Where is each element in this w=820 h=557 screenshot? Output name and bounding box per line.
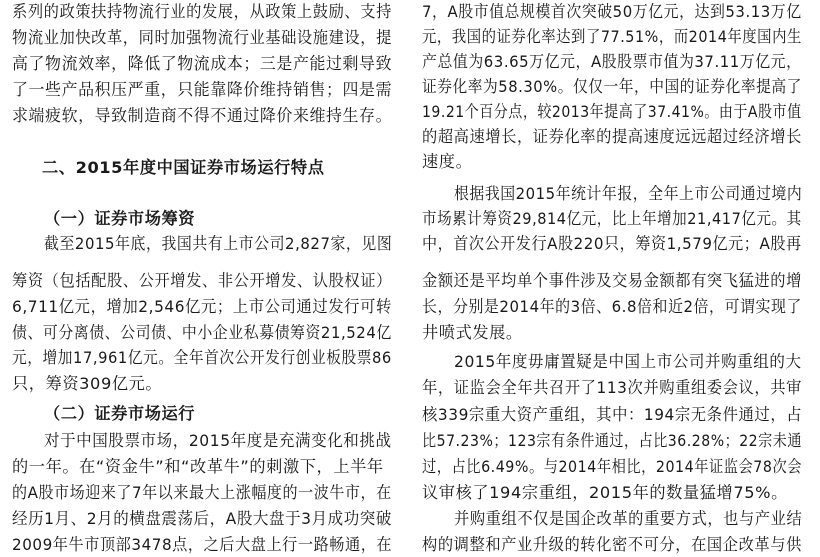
paragraph-line: 并购重组不仅是国企改革的重要方式，也与产业结 [454, 509, 803, 528]
paragraph-line: 核339宗重大资产重组，其中：194宗无条件通过，占 [422, 405, 803, 424]
text-line: 产总值为63.65万亿元，A股股票市值为37.11万亿元， [422, 52, 802, 71]
subsection-title: （二）证券市场运行 [44, 404, 196, 423]
paragraph-line: 长，分别是2014年的3倍、6.8倍和近2倍，可谓实现了 [422, 297, 802, 316]
paragraph-line: 对于中国股票市场，2015年度是充满变化和挑战 [44, 431, 392, 450]
paragraph-line: 经历1月、2月的横盘震荡后，A股大盘于3月成功突破 [12, 509, 392, 528]
text-line: 速度。 [422, 152, 473, 171]
text-line: 证券化率为58.30%。仅仅一年，中国的证券化率提高了 [422, 77, 802, 96]
text-line: 物流业加快改革，同时加强物流行业基础设施建设，提 [12, 28, 392, 47]
paragraph-line: 年，证监会全年共召开了113次并购重组委会议，共审 [422, 378, 803, 397]
text-line: 求端疲软，导致制造商不得不通过降价来维持生存。 [12, 106, 393, 125]
paragraph-line: 债、可分离债、公司债、中小企业私募债筹资21,524亿 [12, 323, 392, 342]
text-line: 的超高速增长，证券化率的提高速度远远超过经济增长 [422, 127, 802, 146]
paragraph-line: 6,711亿元，增加2,546亿元；上市公司通过发行可转 [12, 297, 392, 316]
text-line: 了一些产品积压严重，只能靠降价维持销售；四是需 [12, 80, 393, 99]
paragraph-line: 中，首次公开发行A股220只，筹资1,579亿元；A股再 [422, 234, 802, 253]
paragraph-line: 过，占比6.49%。与2014年相比，2014年证监会78次会 [422, 457, 803, 476]
section-title: 二、2015年度中国证券市场运行特点 [42, 158, 325, 177]
text-line: 7，A股市值总规模首次突破50万亿元，达到53.13万亿 [422, 2, 802, 21]
paragraph-line: 井喷式发展。 [422, 323, 523, 342]
paragraph-line: 比57.23%；123宗有条件通过，占比36.28%；22宗未通 [422, 431, 802, 450]
paragraph-line: 根据我国2015年统计年报，全年上市公司通过境内 [454, 184, 803, 203]
text-line: 19.21个百分点，较2013年提高了37.41%。由于A股市值 [422, 102, 802, 121]
subsection-title: （一）证券市场筹资 [44, 209, 196, 228]
paragraph-line: 构的调整和产业升级的转化密不可分，在国企改革与供 [422, 535, 802, 554]
text-line: 元，我国的证券化率达到了77.51%，而2014年度国内生 [422, 27, 802, 46]
paragraph-line: 元，增加17,961亿元。全年首次公开发行创业板股票86 [12, 348, 392, 367]
text-line: 系列的政策扶持物流行业的发展，从政策上鼓励、支持 [12, 2, 392, 21]
paragraph-line: 只，筹资309亿元。 [12, 374, 163, 393]
paragraph-line: 2015年度毋庸置疑是中国上市公司并购重组的大 [454, 352, 802, 371]
paragraph-line: 金额还是平均单个事件涉及交易金额都有突飞猛进的增 [422, 271, 802, 290]
paragraph-line: 2009年牛市顶部3478点，之后大盘上行一路畅通，在 [12, 535, 393, 554]
text-line: 高了物流效率，降低了物流成本；三是产能过剩导致 [12, 54, 393, 73]
paragraph-line: 的A股市场迎来了7年以来最大上涨幅度的一波牛市，在 [12, 483, 392, 502]
paragraph-line: 筹资（包括配股、公开增发、非公开增发、认股权证） [12, 271, 392, 290]
paragraph-line: 截至2015年底，我国共有上市公司2,827家，见图 [44, 234, 393, 253]
paragraph-line: 议审核了194宗重组，2015年的数量猛增75%。 [422, 483, 788, 502]
paragraph-line: 的一年。在“资金牛”和“改革牛”的刺激下，上半年 [12, 457, 384, 476]
paragraph-line: 市场累计筹资29,814亿元，比上年增加21,417亿元。其 [422, 209, 802, 228]
